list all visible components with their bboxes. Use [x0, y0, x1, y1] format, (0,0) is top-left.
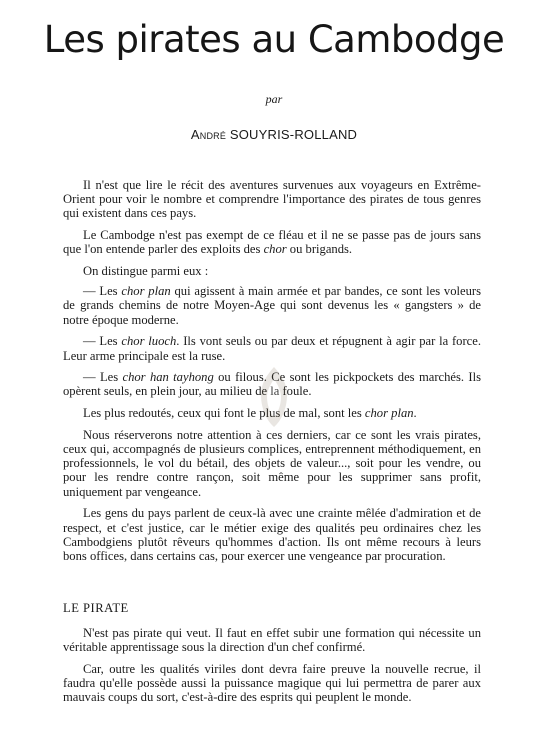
author-last-name: SOUYRIS-ROLLAND	[229, 127, 358, 142]
author-name	[0, 127, 548, 142]
section-heading: LE PIRATE	[63, 601, 129, 615]
paragraph	[63, 334, 481, 362]
library-stamp-watermark	[255, 365, 293, 429]
section-body	[63, 626, 481, 712]
text-run: On distingue parmi eux :	[83, 264, 209, 279]
author-first-name: André	[190, 127, 227, 142]
text-run: ou brigands.	[286, 242, 353, 257]
paragraph	[63, 506, 481, 563]
text-run: — Les	[83, 370, 123, 385]
byline-par: par	[265, 92, 283, 106]
text-run: Car, outre les qualités viriles dont devra faire preuve la nouvelle recrue, il faudra qu'elle possède aussi la puissance magique qui lui permettra de parer aux mauvais coups du sort, c'est-à-dire des esprits qui peuplent le monde.	[63, 661, 481, 705]
text-run: N'est pas pirate qui veut. Il faut en effet subir une formation qui nécessite un véritable apprentissage sous la direction d'un chef confirmé.	[63, 626, 481, 655]
paragraph	[63, 264, 481, 278]
paragraph	[63, 662, 481, 705]
text-run: .	[413, 406, 417, 421]
text-run: qui agissent à main armée et par bandes, ce sont les voleurs de grands chemins de notre Moyen-Age qui sont devenus les « gangsters » de notre époque moderne.	[63, 284, 481, 327]
text-run: Il n'est que lire le récit des aventures survenues aux voyageurs en Extrême-Orient pour voir le nombre et comprendre l'importance des pirates de tous genres qui existent dans ces pays.	[63, 178, 481, 221]
text-run: ou filous. Ce sont les pickpockets des marchés. Ils opèrent seuls, en plein jour, au milieu de la foule.	[63, 370, 481, 399]
italic-term: chor han tayhong	[122, 370, 214, 385]
italic-term: chor	[263, 242, 287, 257]
text-run: Les plus redoutés, ceux qui font le plus de mal, sont les	[83, 406, 365, 421]
text-run: Le Cambodge n'est pas exempt de ce fléau et il ne se passe pas de jours sans que l'on entende parler des exploits des	[63, 228, 481, 257]
article-title: Les pirates au Cambodge	[43, 18, 505, 61]
paragraph	[63, 178, 481, 221]
italic-term: chor plan	[121, 284, 171, 299]
italic-term: chor plan	[364, 406, 414, 421]
paragraph	[63, 284, 481, 327]
italic-term: chor luoch	[121, 334, 177, 349]
text-run: Les gens du pays parlent de ceux-là avec une crainte mêlée d'admiration et de respect, et c'est justice, car le métier exige des qualités peu ordinaires chez les Cambodgiens plutôt rêveurs qu'hommes d'action. Ils ont même recours à leurs bons offices, dans certains cas, pour exercer une vengeance par procuration.	[63, 506, 481, 563]
paragraph	[63, 428, 481, 499]
paragraph	[63, 626, 481, 654]
paragraph	[63, 228, 481, 256]
text-run: . Ils vont seuls ou par deux et répugnent à agir par la force. Leur arme principale est la ruse.	[63, 334, 481, 363]
text-run: Nous réserverons notre attention à ces derniers, car ce sont les vrais pirates, ceux qui, accompagnés de plusieurs complices, entreprennent méthodiquement, en professionnels, le vol du bétail, des objets de valeur..., soit pour les vendre, ou pour les rendre contre rançon, soit même pour les supprimer sans profit, uniquement par vengeance.	[63, 427, 481, 499]
text-run: — Les	[83, 334, 122, 349]
text-run: — Les	[83, 284, 122, 299]
